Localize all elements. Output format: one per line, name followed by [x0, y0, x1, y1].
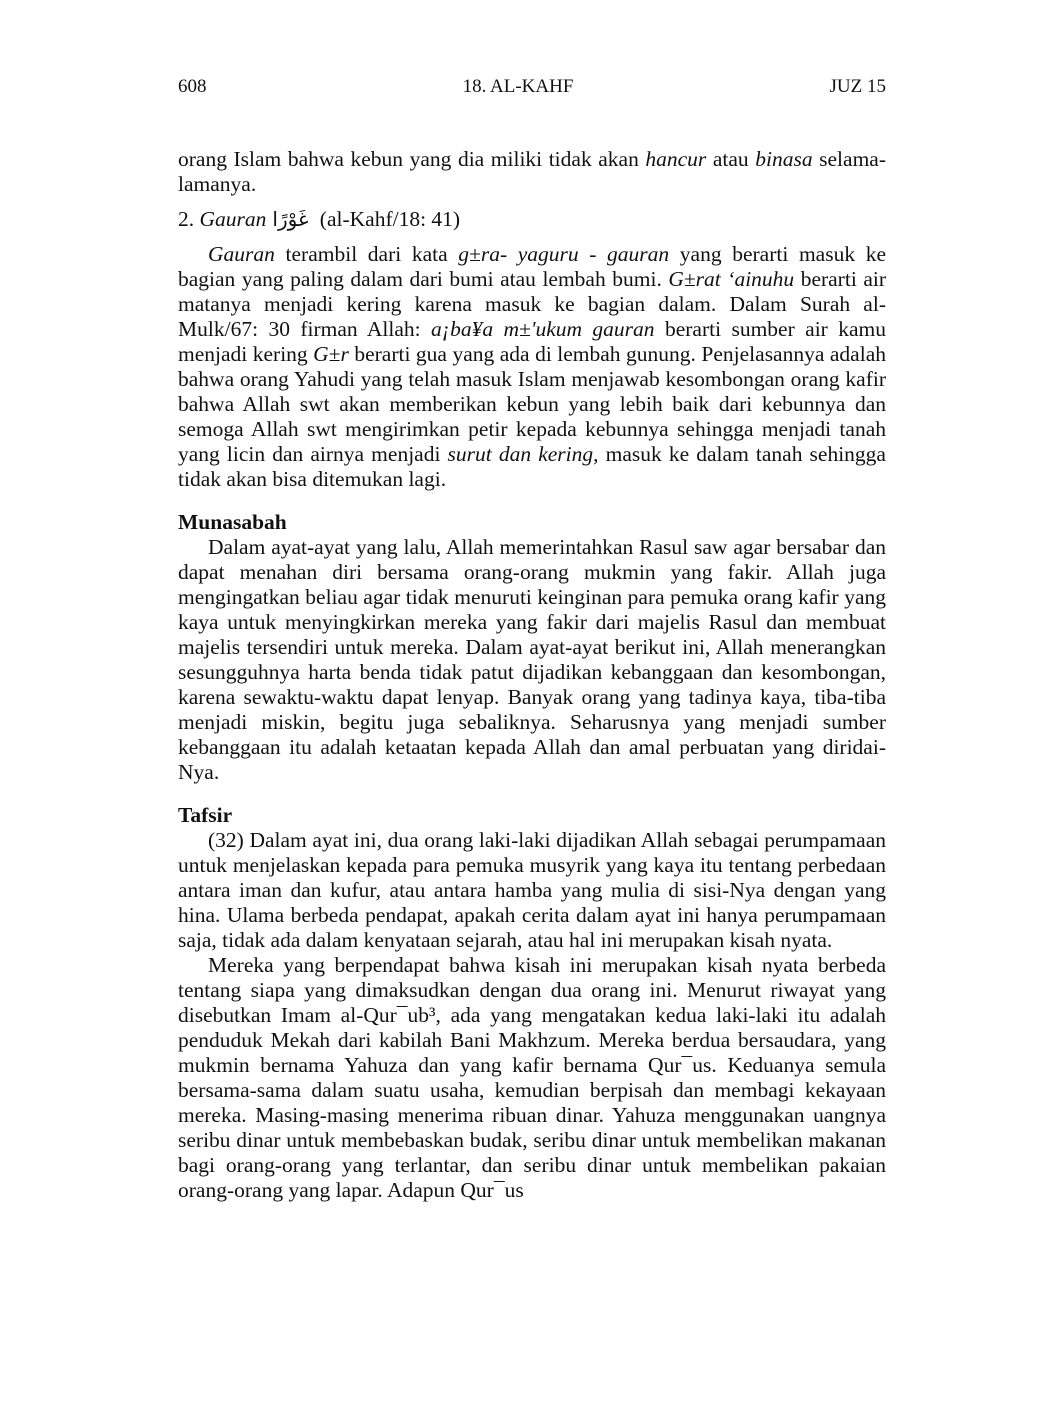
- text-run: berarti sumber air kamu menjadi kering: [178, 317, 886, 366]
- text-run: berarti air matanya menjadi kering karena masuk ke bagian dalam. Dalam Surah al-Mulk/67: 30 firman Allah:: [178, 267, 886, 341]
- gauran-explanation: [178, 242, 886, 492]
- text-run: terambil dari kata: [274, 242, 459, 266]
- text-run: orang Islam bahwa kebun yang dia miliki tidak akan: [178, 147, 646, 171]
- italic-term: a¡ba¥a m±'ukum gauran: [431, 317, 655, 341]
- text-run: , masuk ke dalam tanah sehingga tidak akan bisa ditemukan lagi.: [178, 442, 886, 491]
- chapter-title: 18. AL-KAHF: [462, 76, 574, 97]
- text-run: yang berarti masuk ke bagian yang paling dalam dari bumi atau lembah bumi.: [178, 242, 886, 291]
- italic-term: G±rat ‘ainuhu: [668, 267, 795, 291]
- document-page: [178, 74, 886, 1203]
- italic-term: G±r: [313, 342, 349, 366]
- italic-term: binasa: [755, 147, 813, 171]
- italic-term: Gauran: [208, 242, 275, 266]
- item-number: 2.: [178, 207, 200, 231]
- verse-reference: (al-Kahf/18: 41): [314, 207, 461, 231]
- tafsir-heading: Tafsir: [178, 803, 233, 827]
- vocabulary-term: Gauran: [199, 207, 267, 231]
- munasabah-paragraph: Dalam ayat-ayat yang lalu, Allah memerintahkan Rasul saw agar bersabar dan dapat menahan diri bersama orang-orang mukmin yang fakir. Allah juga mengingatkan beliau agar tidak menuruti keinginan para pemuka orang kafir yang kaya untuk menyingkirkan mereka yang fakir dari majelis Rasul dan membuat majelis tersendiri untuk mereka. Dalam ayat-ayat berikut ini, Allah menerangkan sesungguhnya harta benda tidak patut dijadikan kebanggaan dan kesombongan, karena sewaktu-waktu dapat lenyap. Banyak orang yang tadinya kaya, tiba-tiba menjadi miskin, begitu juga sebaliknya. Seharusnya yang menjadi sumber kebanggaan itu adalah ketaatan kepada Allah dan amal perbuatan yang diridai-Nya.: [178, 535, 886, 784]
- intro-paragraph: [178, 147, 886, 197]
- munasabah-heading: Munasabah: [178, 510, 287, 534]
- arabic-word: غَوْرًا: [272, 207, 309, 231]
- page-header: [178, 74, 886, 99]
- text-run: berarti gua yang ada di lembah gunung. Penjelasannya adalah bahwa orang Yahudi yang telah masuk Islam menjawab kesombongan orang kafir bahwa Allah swt akan memberikan kebun yang lebih baik dari kebunnya dan semoga Allah swt mengirimkan petir kepada kebunnya sehingga menjadi tanah yang licin dan airnya menjadi: [178, 342, 886, 466]
- text-run: selama-lamanya.: [178, 147, 887, 196]
- tafsir-paragraph-1: (32) Dalam ayat ini, dua orang laki-laki dijadikan Allah sebagai perumpamaan untuk menjelaskan kepada para pemuka musyrik yang kaya itu tentang perbedaan antara iman dan kufur, atau antara hamba yang mulia di sisi-Nya dengan yang hina. Ulama berbeda pendapat, apakah cerita dalam ayat ini hanya perumpamaan saja, tidak ada dalam kenyataan sejarah, atau hal ini merupakan kisah nyata.: [178, 828, 886, 952]
- juz-label: JUZ 15: [829, 76, 886, 97]
- italic-term: g±ra- yaguru - gauran: [458, 242, 670, 266]
- vocabulary-item-2: [178, 207, 886, 232]
- italic-term: hancur: [645, 147, 707, 171]
- tafsir-paragraph-2: Mereka yang berpendapat bahwa kisah ini merupakan kisah nyata berbeda tentang siapa yang dimaksudkan dengan dua orang ini. Menurut riwayat yang disebutkan Imam al-Qur¯ub³, ada yang mengatakan kedua laki-laki itu adalah penduduk Mekah dari kabilah Bani Makhzum. Mereka berdua bersaudara, yang mukmin bernama Yahuza dan yang kafir bernama Qur¯us. Keduanya semula bersama-sama dalam suatu usaha, kemudian berpisah dan membagi kekayaan mereka. Masing-masing menerima ribuan dinar. Yahuza menggunakan uangnya seribu dinar untuk membebaskan budak, seribu dinar untuk membelikan makanan bagi orang-orang yang terlantar, dan seribu dinar untuk membelikan pakaian orang-orang yang lapar. Adapun Qur¯us: [178, 953, 886, 1202]
- text-run: atau: [706, 147, 756, 171]
- italic-term: surut dan kering: [447, 442, 594, 466]
- page-number: 608: [178, 76, 207, 97]
